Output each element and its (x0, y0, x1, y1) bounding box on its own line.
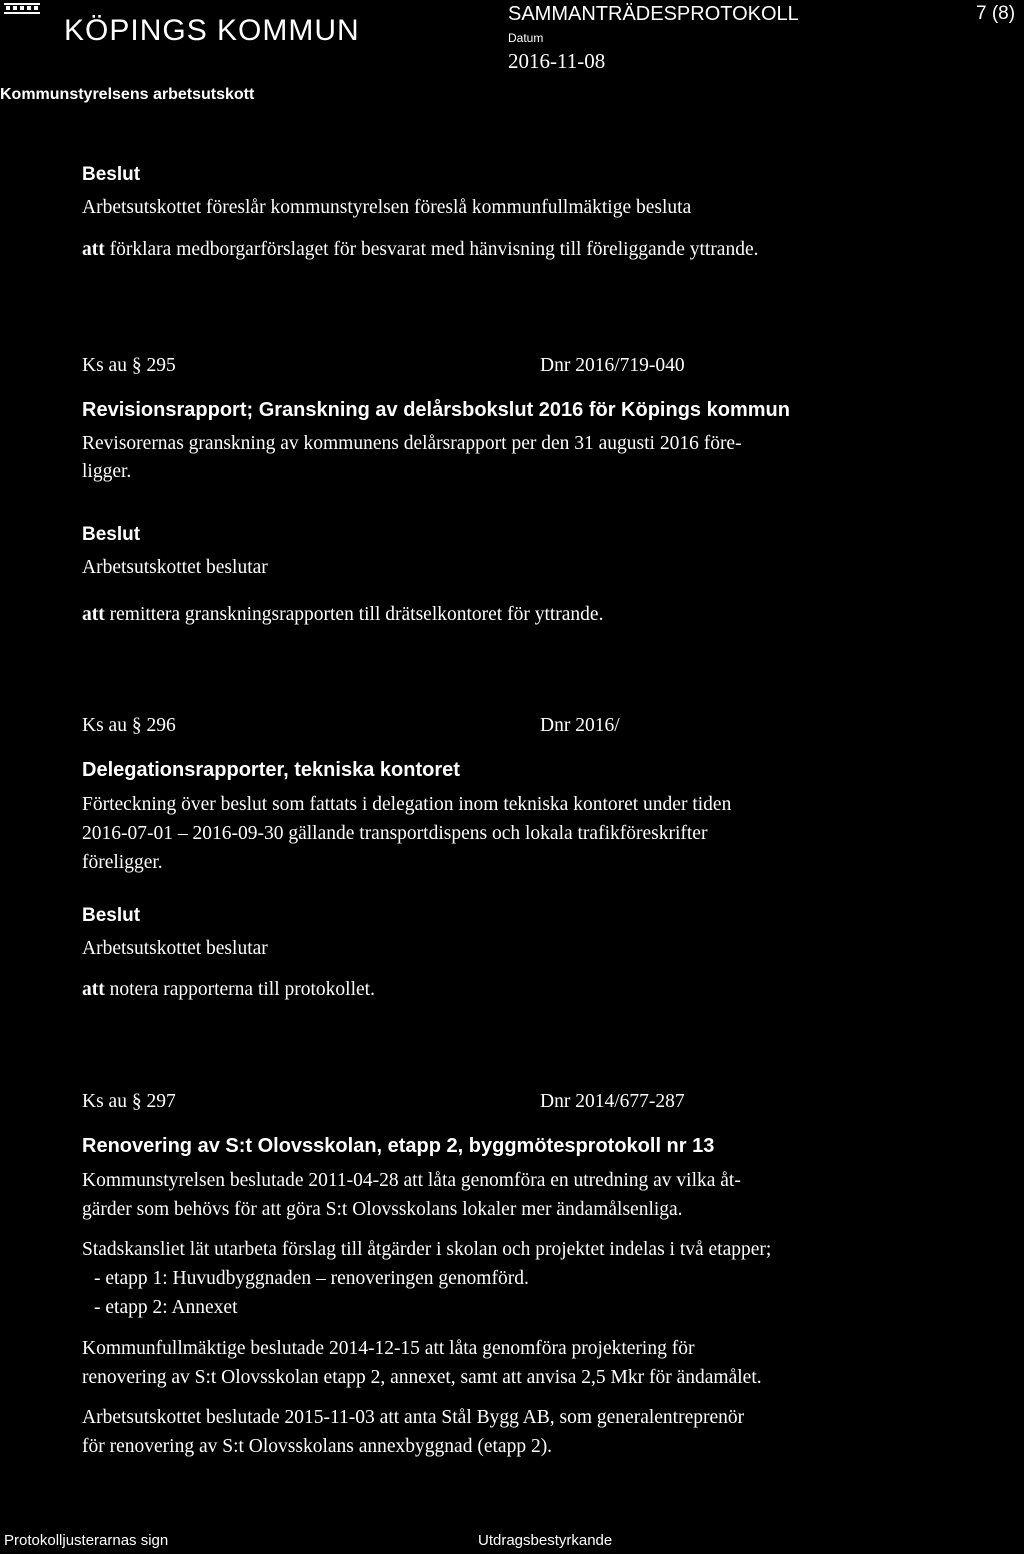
bullet-etapp-1: - etapp 1: Huvudbyggnaden – renoveringen genomförd. (94, 1268, 529, 1289)
document-type: SAMMANTRÄDESPROTOKOLL (508, 3, 799, 25)
att-keyword: att (82, 979, 105, 1000)
section-title-297: Renovering av S:t Olovsskolan, etapp 2, byggmötesprotokoll nr 13 (82, 1135, 715, 1157)
prev-beslut-line: Arbetsutskottet föreslår kommunstyrelsen föreslå kommunfullmäktige besluta (82, 197, 692, 218)
att-keyword: att (82, 239, 105, 260)
body-296-line2: 2016-07-01 – 2016-09-30 gällande transportdispens och lokala trafikföreskrifter (82, 823, 708, 844)
att-text: notera rapporterna till protokollet. (104, 979, 375, 1000)
section-ref-297: Ks au § 297 (82, 1091, 176, 1112)
body-296-line1: Förteckning över beslut som fattats i delegation inom tekniska kontoret under tiden (82, 794, 732, 815)
p3-297-line1: Kommunfullmäktige beslutade 2014-12-15 att låta genomföra projektering för (82, 1338, 695, 1359)
p4-297-line1: Arbetsutskottet beslutade 2015-11-03 att anta Stål Bygg AB, som generalentreprenör (82, 1407, 745, 1428)
beslut-heading-prev: Beslut (82, 164, 141, 185)
page-number: 7 (8) (976, 3, 1016, 24)
p2-297: Stadskansliet lät utarbeta förslag till åtgärder i skolan och projektet indelas i två etapper; (82, 1239, 772, 1260)
att-text: förklara medborgarförslaget för besvarat med hänvisning till föreliggande yttrande. (104, 239, 759, 260)
prev-att-line (82, 239, 759, 261)
p1-297-line2: gärder som behövs för att göra S:t Olovsskolans lokaler mer ändamålsenliga. (82, 1199, 683, 1220)
dnr-296: Dnr 2016/ (540, 715, 620, 736)
p4-297-line2: för renovering av S:t Olovsskolans annexbyggnad (etapp 2). (82, 1436, 553, 1457)
body-296-line3: föreligger. (82, 852, 163, 873)
body-295-line1: Revisorernas granskning av kommunens delårsrapport per den 31 augusti 2016 före- (82, 433, 742, 454)
bullet-etapp-2: - etapp 2: Annexet (94, 1297, 238, 1318)
section-ref-295: Ks au § 295 (82, 355, 176, 376)
att-text: remittera granskningsrapporten till drätselkontoret för yttrande. (104, 604, 604, 625)
beslut-heading-295: Beslut (82, 524, 141, 545)
section-ref-296: Ks au § 296 (82, 715, 176, 736)
att-keyword: att (82, 604, 105, 625)
municipality-name: KÖPINGS KOMMUN (64, 14, 360, 47)
footer-signature-label: Protokolljusterarnas sign (4, 1532, 169, 1549)
beslut-heading-296: Beslut (82, 905, 141, 926)
att-line-295 (82, 604, 603, 626)
dnr-297: Dnr 2014/677-287 (540, 1091, 685, 1112)
section-title-296: Delegationsrapporter, tekniska kontoret (82, 759, 460, 781)
dnr-295: Dnr 2016/719-040 (540, 355, 685, 376)
document-date: 2016-11-08 (508, 49, 606, 73)
date-label: Datum (508, 31, 544, 45)
p3-297-line2: renovering av S:t Olovsskolan etapp 2, annexet, samt att anvisa 2,5 Mkr för ändamålet. (82, 1367, 762, 1388)
footer-certification-label: Utdragsbestyrkande (478, 1532, 613, 1549)
p1-297-line1: Kommunstyrelsen beslutade 2011-04-28 att låta genomföra en utredning av vilka åt- (82, 1170, 741, 1191)
section-title-295: Revisionsrapport; Granskning av delårsbokslut 2016 för Köpings kommun (82, 399, 790, 421)
beslut-line-295: Arbetsutskottet beslutar (82, 557, 268, 578)
body-295-line2: ligger. (82, 461, 132, 482)
department-name: Kommunstyrelsens arbetsutskott (0, 86, 255, 103)
beslut-line-296: Arbetsutskottet beslutar (82, 938, 268, 959)
att-line-296 (82, 979, 375, 1001)
municipality-emblem-icon (4, 2, 40, 16)
